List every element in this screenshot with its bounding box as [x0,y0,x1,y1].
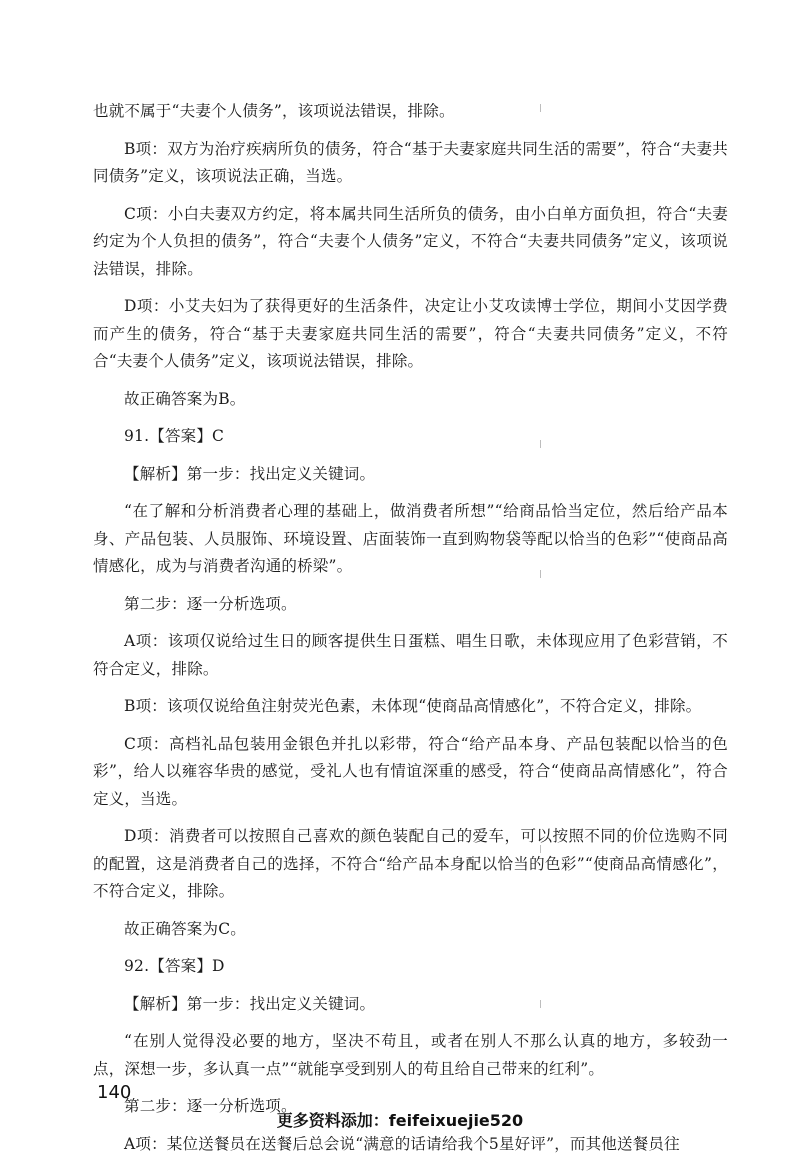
body-paragraph: C项：小白夫妻双方约定，将本属共同生活所负的债务，由小白单方面负担，符合“夫妻约定为个人负担的债务”，符合“夫妻个人债务”定义，不符合“夫妻共同债务”定义，该项说法错误，排除。 [93,204,728,278]
body-paragraph: 故正确答案为C。 [124,919,246,938]
body-paragraph: D项：消费者可以按照自己喜欢的颜色装配自己的爱车，可以按照不同的价位选购不同的配置，这是消费者自己的选择，不符合“给产品本身配以恰当的色彩”“使商品高情感化”，不符合定义，排除。 [93,827,728,900]
body-paragraph: A项：该项仅说给过生日的顾客提供生日蛋糕、唱生日歌，未体现应用了色彩营销，不符合定义，排除。 [93,632,728,678]
footer-contact-note: 更多资料添加：feifeixuejie520 [276,1111,524,1130]
scan-artifact [540,440,541,448]
body-paragraph: B项：双方为治疗疾病所负的债务，符合“基于夫妻家庭共同生活的需要”，符合“夫妻共同债务”定义，该项说法正确，当选。 [93,139,728,185]
body-paragraph: 故正确答案为B。 [124,389,246,408]
body-paragraph: 92.【答案】D [124,957,225,975]
body-paragraph: “在别人觉得没必要的地方，坚决不苟且，或者在别人不那么认真的地方，多较劲一点，深想一步，多认真一点”“就能享受到别人的苟且给自己带来的红利”。 [93,1032,728,1078]
body-paragraph: 91.【答案】C [124,427,225,445]
page-number: 140 [97,1082,132,1103]
scan-artifact [540,104,541,112]
page-body [93,98,728,1168]
body-paragraph: 【解析】第一步：找出定义关键词。 [124,994,376,1013]
scan-artifact [540,845,541,853]
body-paragraph: D项：小艾夫妇为了获得更好的生活条件，决定让小艾攻读博士学位，期间小艾因学费而产生的债务，符合“基于夫妻家庭共同生活的需要”，符合“夫妻共同债务”定义，不符合“夫妻个人债务”定义，该项说法错误，排除。 [93,297,728,370]
body-paragraph: “在了解和分析消费者心理的基础上，做消费者所想”“给商品恰当定位，然后给产品本身、产品包装、人员服饰、环境设置、店面装饰一直到购物袋等配以恰当的色彩”“使商品高情感化，成为与消费者沟通的桥梁”。 [93,502,728,575]
body-paragraph: C项：高档礼品包装用金银色并扎以彩带，符合“给产品本身、产品包装配以恰当的色彩”，给人以雍容华贵的感觉，受礼人也有情谊深重的感受，符合“使商品高情感化”，符合定义，当选。 [93,734,728,808]
body-paragraph: 也就不属于“夫妻个人债务”，该项说法错误，排除。 [93,102,455,120]
body-paragraph: 第二步：逐一分析选项。 [124,594,297,613]
body-paragraph: 【解析】第一步：找出定义关键词。 [124,464,376,483]
scan-artifact [540,570,541,578]
scan-artifact [540,1000,541,1008]
body-paragraph: A项：某位送餐员在送餐后总会说“满意的话请给我个5星好评”，而其他送餐员往 [124,1134,680,1153]
body-paragraph: B项：该项仅说给鱼注射荧光色素，未体现“使商品高情感化”，不符合定义，排除。 [124,697,702,715]
body-paragraph: 第二步：逐一分析选项。 [124,1097,297,1115]
